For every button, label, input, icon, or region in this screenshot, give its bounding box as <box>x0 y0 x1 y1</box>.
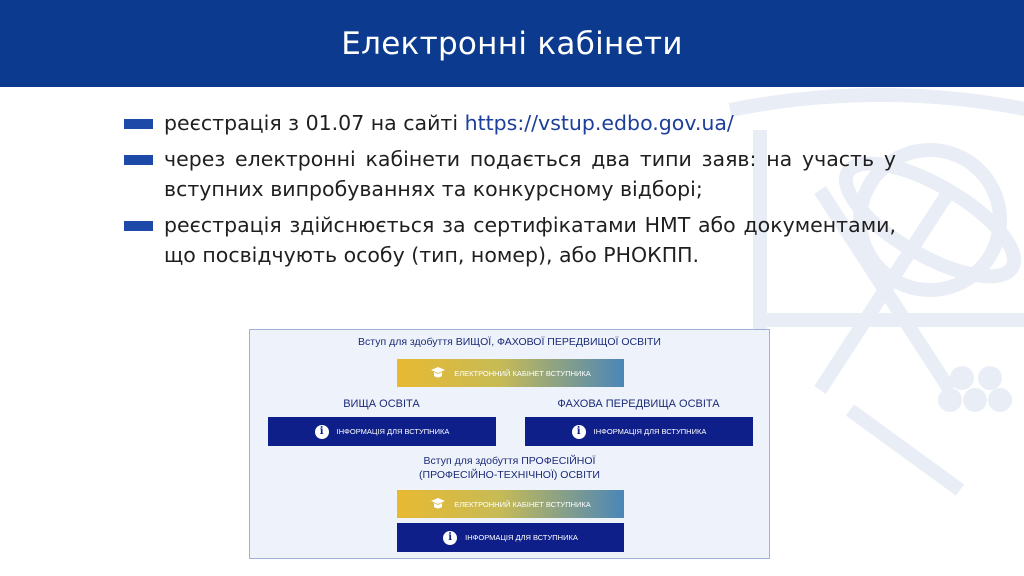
cabinet-button-label: ЕЛЕКТРОННИЙ КАБІНЕТ ВСТУПНИКА <box>454 368 591 378</box>
edbo-link[interactable]: https://vstup.edbo.gov.ua/ <box>464 111 734 135</box>
bullet-list <box>124 108 896 270</box>
info-button-label: ІНФОРМАЦІЯ ДЛЯ ВСТУПНИКА <box>593 427 707 436</box>
bullet-text: реєстрація з 01.07 на сайті <box>164 111 465 135</box>
slide-title: Електронні кабінети <box>341 25 683 62</box>
higher-education-heading: Вступ для здобуття ВИЩОЇ, ФАХОВОЇ ПЕРЕДВИЩОЇ ОСВІТИ <box>358 336 661 348</box>
bullet-marker <box>124 119 153 129</box>
bullet-text: реєстрація здійснюється за сертифікатами НМТ або документами, що посвідчують особу (тип, номер), або РНОКПП. <box>164 213 896 267</box>
info-icon: i <box>443 531 457 545</box>
info-icon: i <box>315 425 329 439</box>
vocational-heading <box>250 454 769 482</box>
info-button-label: ІНФОРМАЦІЯ ДЛЯ ВСТУПНИКА <box>336 427 450 436</box>
embedded-screenshot <box>249 329 770 559</box>
info-button-prehigher[interactable] <box>525 417 753 446</box>
bullet-marker <box>124 155 153 165</box>
bullet-text: через електронні кабінети подається два типи заяв: на участь у вступних випробуваннях та конкурсному відборі; <box>164 147 896 201</box>
professional-prehigher-column-heading: ФАХОВА ПЕРЕДВИЩА ОСВІТА <box>557 398 720 410</box>
graduation-cap-icon <box>430 366 446 380</box>
bullet-item <box>124 210 896 270</box>
info-icon: i <box>572 425 586 439</box>
vocational-heading-line1: Вступ для здобуття ПРОФЕСІЙНОЇ <box>423 455 596 467</box>
bullet-marker <box>124 221 153 231</box>
cabinet-button-vocational[interactable] <box>397 490 624 518</box>
cabinet-button-higher[interactable] <box>397 359 624 387</box>
info-button-higher[interactable] <box>268 417 496 446</box>
vocational-heading-line2: (ПРОФЕСІЙНО-ТЕХНІЧНОЇ) ОСВІТИ <box>419 469 600 481</box>
graduation-cap-icon <box>430 497 446 511</box>
bullet-item <box>124 144 896 204</box>
cabinet-button-label: ЕЛЕКТРОННИЙ КАБІНЕТ ВСТУПНИКА <box>454 499 591 509</box>
info-button-vocational[interactable] <box>397 523 624 552</box>
slide-header <box>0 0 1024 87</box>
bullet-item <box>124 108 896 138</box>
higher-education-column-heading: ВИЩА ОСВІТА <box>343 398 420 410</box>
info-button-label: ІНФОРМАЦІЯ ДЛЯ ВСТУПНИКА <box>465 533 578 542</box>
